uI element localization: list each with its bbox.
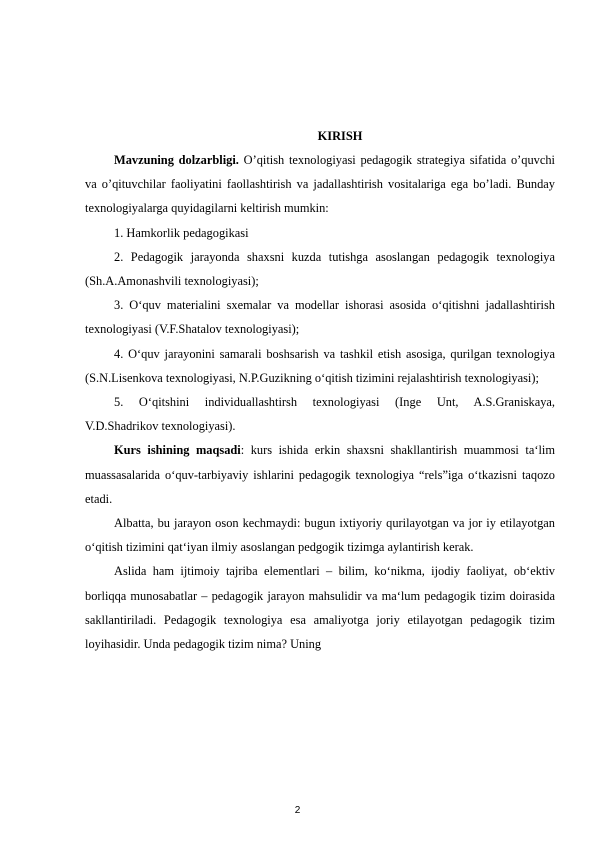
paragraph-lead: Kurs ishining maqsadi	[114, 443, 241, 458]
list-item: 3. O‘quv materialini sxemalar va modellar ishorasi asosida o‘qitishni jadallashtirish texnologiyasi (V.F.Shatalov texnologiyasi);	[85, 298, 555, 337]
paragraph-text: O’qitish texnologiyasi pedagogik strategiya sifatida o’quvchi va o’qituvchilar faoliyatini faollashtirish va jadallashtirish vositalariga ega bo’ladi. Bunday texnologiyalarga quyidagilarni keltirish mumkin:	[85, 153, 555, 216]
list-item: 5. O‘qitshini individuallashtirsh texnologiyasi (Inge Unt, A.S.Graniskaya, V.D.Shadrikov texnologiyasi).	[85, 395, 555, 434]
list-item: 4. O‘quv jarayonini samarali boshsarish va tashkil etish asosiga, qurilgan texnologiya (S.N.Lisenkova texnologiyasi, N.P.Guzikning o‘qitish tizimini rejalashtirish texnologiyasi);	[85, 346, 555, 385]
paragraph: Albatta, bu jarayon oson kechmaydi: bugun ixtiyoriy qurilayotgan va jor iy etilayotgan o‘qitish tizimini qat‘iyan ilmiy asoslangan pedgogik tizimga aylantirish kerak.	[85, 516, 555, 555]
section-heading: KIRISH	[317, 129, 363, 143]
paragraph-text: : kurs ishida erkin shaxsni shakllantirish muammosi ta‘lim muassasalarida o‘quv-tarbiyaviy ishlarini pedagogik texnologiya “rels”iga o‘tkazisni taqozo etadi.	[85, 443, 555, 506]
paragraph-relevance	[85, 148, 555, 221]
paragraph-lead: Mavzuning dolzarbligi.	[114, 153, 239, 167]
paragraph-goal	[85, 438, 555, 511]
page-number: 2	[294, 805, 301, 816]
document-body	[85, 124, 555, 656]
list-item: 2. Pedagogik jarayonda shaxsni kuzda tutishga asoslangan pedagogik texnologiya (Sh.A.Amonashvili texnologiyasi);	[85, 249, 555, 289]
paragraph: Aslida ham ijtimoiy tajriba elementlari – bilim, ko‘nikma, ijodiy faoliyat, ob‘ektiv borliqqa munosabatlar – pedagogik jarayon mahsulidir va ma‘lum pedagogik tizim doirasida sakllantiriladi. Pedagogik texnologiya esa amaliyotga joriy etilayotgan pedagogik tizim loyihasidir. Unda pedagogik tizim nima? Uning	[85, 564, 555, 652]
list-item: 1. Hamkorlik pedagogikasi	[114, 225, 249, 240]
